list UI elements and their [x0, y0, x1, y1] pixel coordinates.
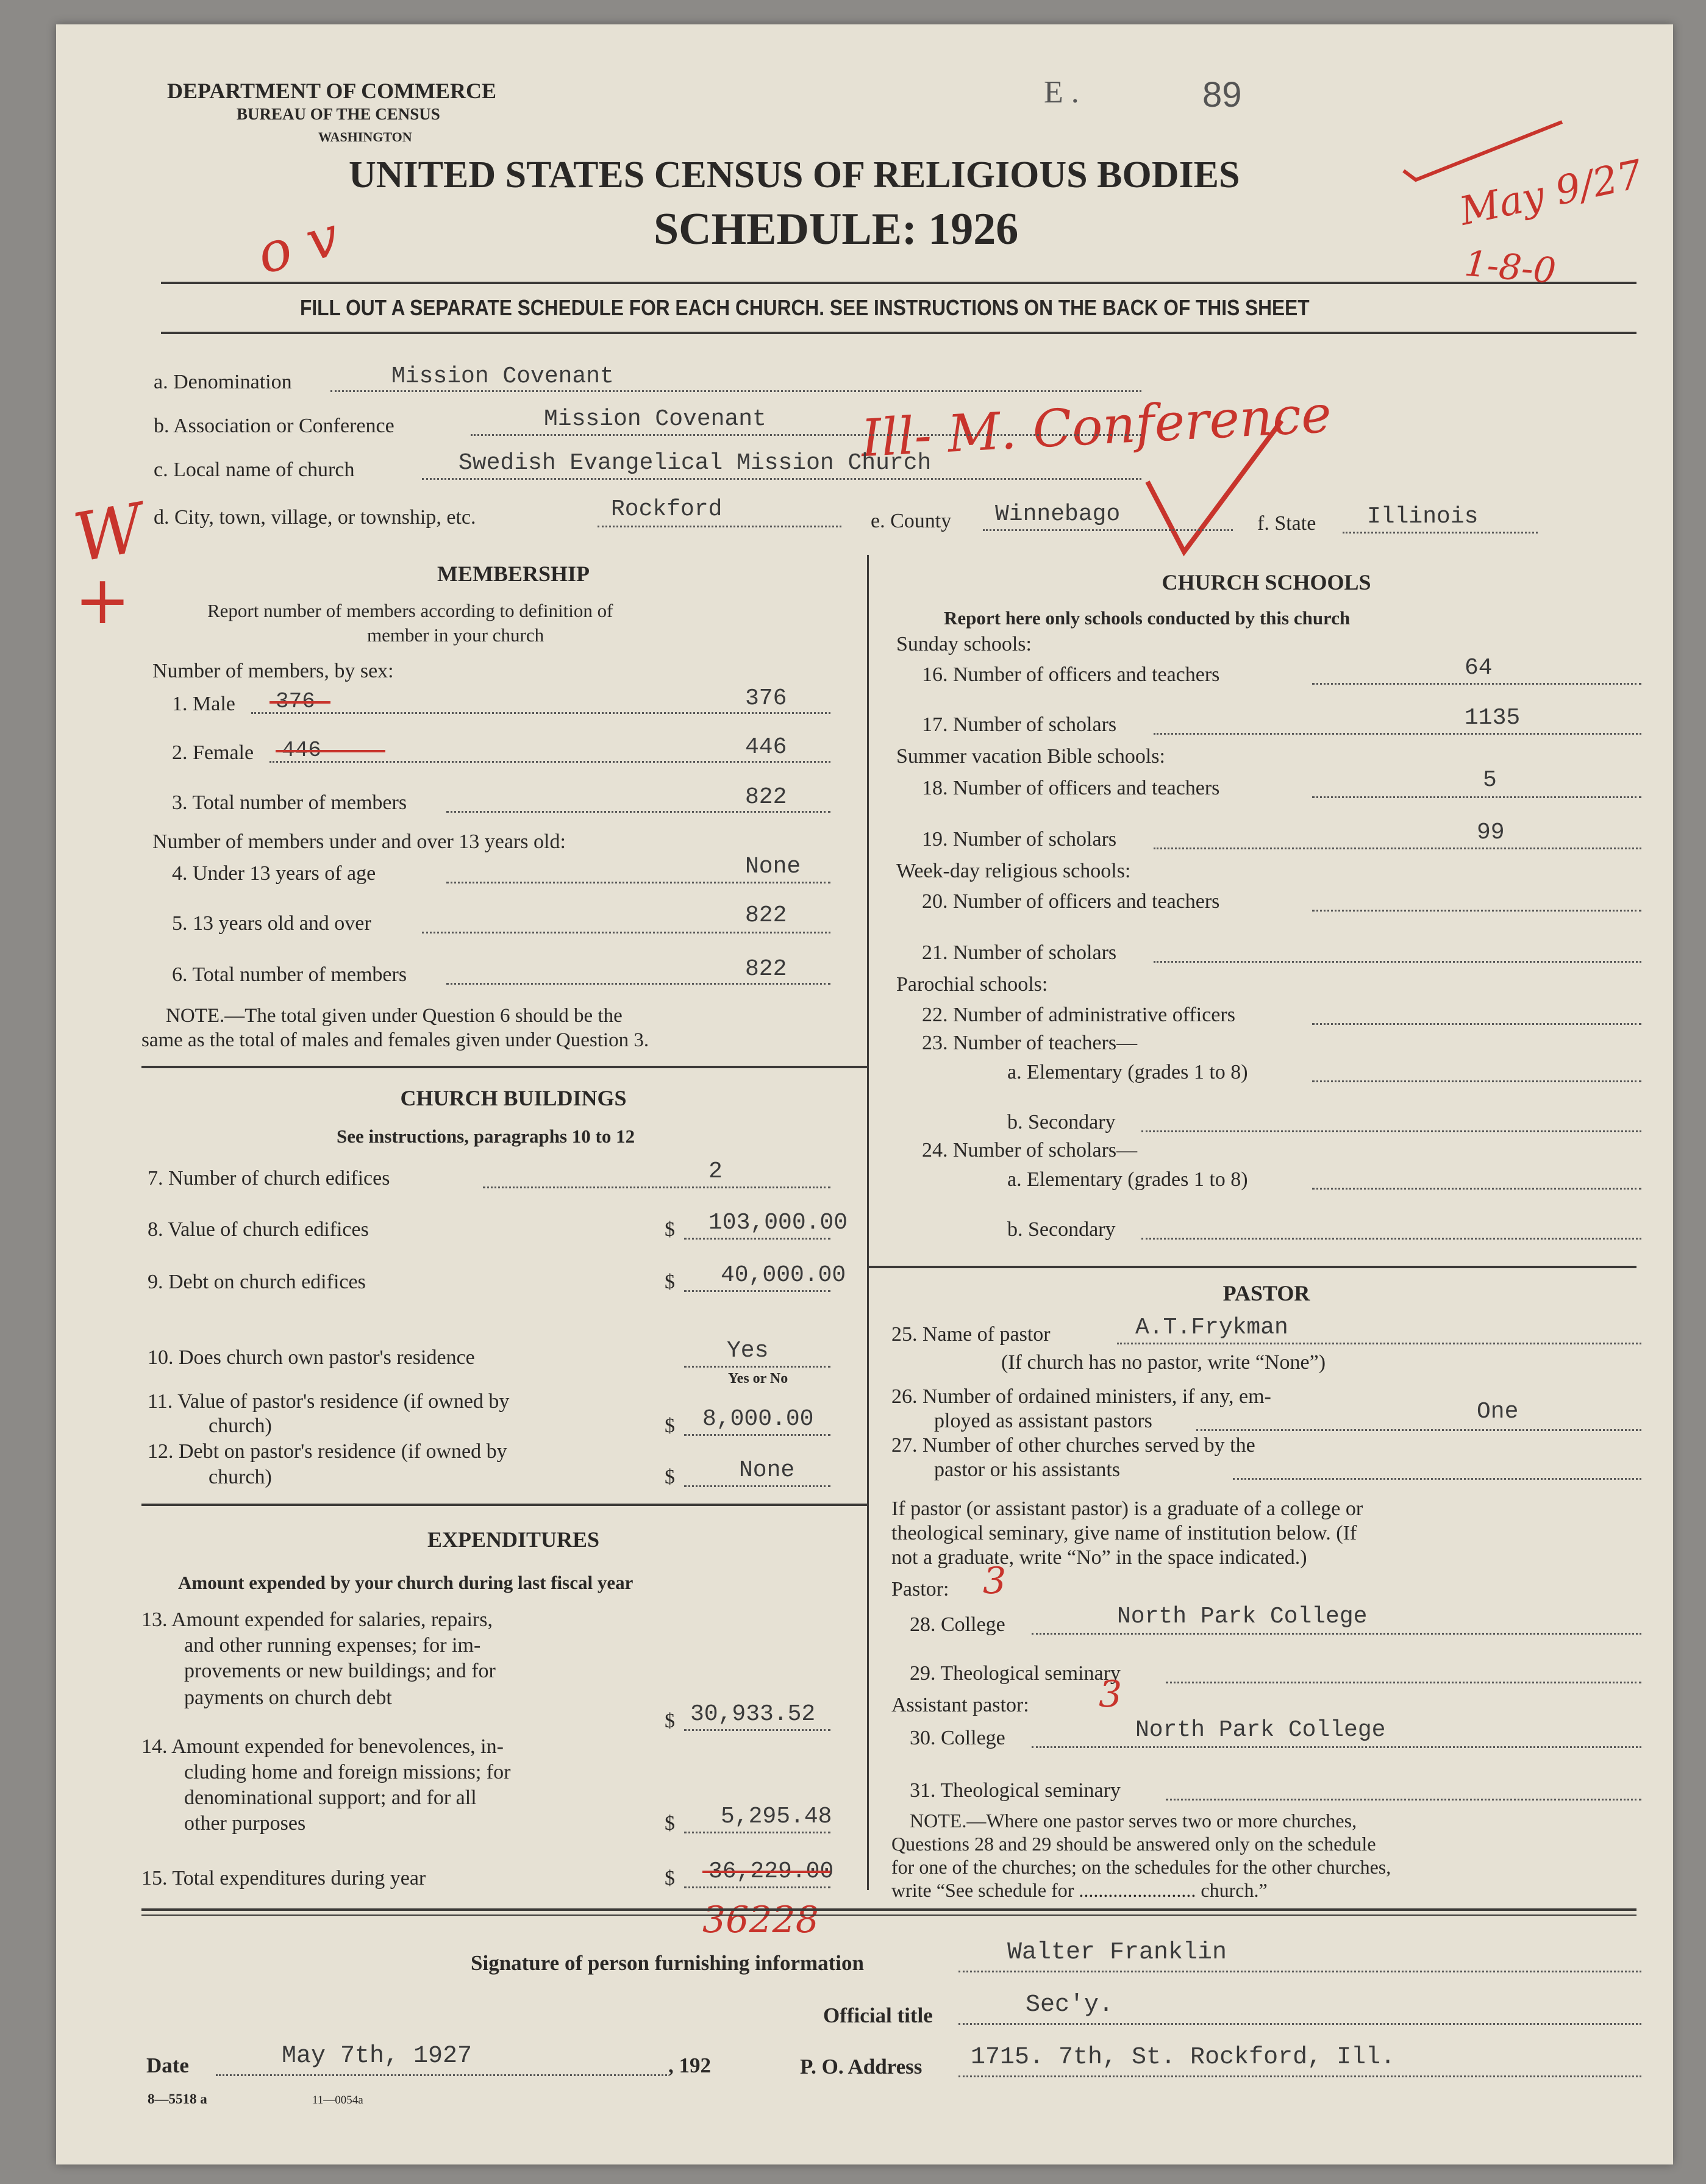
q14-value: 5,295.48	[721, 1804, 832, 1830]
schools-intro: Report here only schools conducted by this church	[944, 607, 1351, 629]
q5-label: 5. 13 years old and over	[172, 912, 371, 935]
q3-label: 3. Total number of members	[172, 791, 407, 814]
q13-dollar-sign: $	[665, 1710, 675, 1732]
census-form-sheet	[56, 24, 1673, 2164]
membership-heading: MEMBERSHIP	[437, 562, 590, 586]
date-label: Date	[146, 2054, 189, 2077]
q8-value: 103,000.00	[708, 1210, 848, 1236]
expenditures-intro: Amount expended by your church during last fiscal year	[178, 1572, 634, 1593]
q15-label: 15. Total expenditures during year	[141, 1867, 426, 1890]
buildings-heading: CHURCH BUILDINGS	[400, 1086, 627, 1110]
denomination-label: a. Denomination	[154, 371, 292, 393]
q10-hint: Yes or No	[728, 1371, 788, 1386]
q26-label-2: ployed as assistant pastors	[934, 1410, 1152, 1432]
q13-label: 13. Amount expended for salaries, repairs,	[141, 1608, 493, 1631]
q13-label-4: payments on church debt	[184, 1686, 392, 1709]
q22-label: 22. Number of administrative officers	[922, 1004, 1235, 1026]
assistant-code-note: 3	[1099, 1673, 1122, 1716]
association-label: b. Association or Conference	[154, 415, 394, 437]
parochial-schools-label: Parochial schools:	[896, 973, 1048, 996]
address-value: 1715. 7th, St. Rockford, Ill.	[971, 2044, 1396, 2071]
city-value: Rockford	[611, 496, 723, 523]
department-name: DEPARTMENT OF COMMERCE	[167, 79, 497, 103]
expenditures-heading: EXPENDITURES	[427, 1527, 600, 1552]
q18-label: 18. Number of officers and teachers	[922, 777, 1220, 799]
q13-label-2: and other running expenses; for im-	[184, 1634, 481, 1657]
q23-label: 23. Number of teachers—	[922, 1032, 1138, 1054]
association-value: Mission Covenant	[544, 406, 766, 432]
pastor-note-2: Questions 28 and 29 should be answered only on the schedule	[891, 1833, 1376, 1855]
q2-label: 2. Female	[172, 741, 254, 764]
q26-label: 26. Number of ordained ministers, if any, em-	[891, 1385, 1271, 1408]
q28-value: North Park College	[1117, 1604, 1368, 1630]
q26-value: One	[1477, 1399, 1519, 1425]
q20-label: 20. Number of officers and teachers	[922, 890, 1220, 913]
q13-value: 30,933.52	[690, 1701, 816, 1727]
q4-label: 4. Under 13 years of age	[172, 862, 376, 885]
q7-value: 2	[708, 1158, 723, 1185]
corrected-total-note: 36228	[702, 1899, 819, 1941]
buildings-intro: See instructions, paragraphs 10 to 12	[337, 1126, 635, 1147]
q12-value: None	[739, 1457, 795, 1483]
received-date-note: May 9/27	[1455, 152, 1647, 235]
graduate-note: If pastor (or assistant pastor) is a graduate of a college or	[891, 1497, 1363, 1520]
q14-dollar-sign: $	[665, 1812, 675, 1835]
mark-left: W	[68, 488, 150, 577]
city-label: d. City, town, village, or township, etc.	[154, 506, 476, 529]
q14-label: 14. Amount expended for benevolences, in-	[141, 1735, 504, 1758]
pastor-note-4: write “See schedule for ........................ church.”	[891, 1879, 1268, 1901]
year-suffix: , 192	[668, 2054, 711, 2077]
q27-label-2: pastor or his assistants	[934, 1458, 1121, 1481]
pastor-note-3: for one of the churches; on the schedules for the other churches,	[891, 1856, 1391, 1878]
q8-dollar-sign: $	[665, 1218, 675, 1241]
official-title-label: Official title	[823, 2004, 933, 2027]
q25-label: 25. Name of pastor	[891, 1323, 1051, 1346]
q10-label: 10. Does church own pastor's residence	[148, 1346, 475, 1369]
q9-value: 40,000.00	[721, 1262, 846, 1288]
q14-label-4: other purposes	[184, 1812, 306, 1835]
local-name-label: c. Local name of church	[154, 459, 355, 481]
q28-label: 28. College	[910, 1613, 1005, 1636]
county-label: e. County	[871, 510, 952, 532]
q24b-label: b. Secondary	[1007, 1218, 1116, 1241]
sunday-schools-label: Sunday schools:	[896, 633, 1032, 655]
pastor-heading: PASTOR	[1222, 1281, 1310, 1305]
bureau-city: WASHINGTON	[318, 129, 412, 145]
schedule-title: SCHEDULE: 1926	[654, 204, 1019, 254]
q4-value: None	[745, 854, 801, 880]
q15-value: 36,229.00	[708, 1858, 834, 1885]
q9-dollar-sign: $	[665, 1271, 675, 1293]
schools-heading: CHURCH SCHOOLS	[1162, 570, 1371, 594]
q14-label-2: cluding home and foreign missions; for	[184, 1761, 511, 1783]
code-note: 1-8-0	[1463, 242, 1558, 292]
q24-label: 24. Number of scholars—	[922, 1139, 1138, 1162]
state-value: Illinois	[1367, 504, 1479, 530]
membership-intro-2: member in your church	[367, 624, 544, 646]
pastor-note: NOTE.—Where one pastor serves two or more churches,	[910, 1810, 1357, 1832]
q6-label: 6. Total number of members	[172, 963, 407, 986]
q25-value: A.T.Frykman	[1135, 1315, 1288, 1341]
age-intro: Number of members under and over 13 years old:	[152, 830, 566, 853]
assistant-pastor-label: Assistant pastor:	[891, 1694, 1029, 1716]
q16-value: 64	[1465, 655, 1493, 681]
pastor-code-note: 3	[983, 1560, 1007, 1602]
q1-label: 1. Male	[172, 693, 235, 715]
q30-value: North Park College	[1135, 1717, 1386, 1743]
local-name-value: Swedish Evangelical Mission Church	[459, 450, 932, 476]
signature-label: Signature of person furnishing information	[471, 1951, 864, 1975]
q31-label: 31. Theological seminary	[910, 1779, 1121, 1802]
form-number: 8—5518 a	[148, 2091, 207, 2107]
state-label: f. State	[1257, 512, 1316, 535]
print-number: 11—0054a	[312, 2094, 363, 2107]
form-title: UNITED STATES CENSUS OF RELIGIOUS BODIES	[349, 154, 1240, 196]
q29-label: 29. Theological seminary	[910, 1662, 1121, 1685]
graduate-note-2: theological seminary, give name of institution below. (If	[891, 1522, 1357, 1544]
q18-value: 5	[1483, 767, 1497, 793]
mark-top-left: o v	[250, 204, 346, 287]
address-label: P. O. Address	[800, 2055, 923, 2079]
q1-struck-value: 376	[276, 689, 315, 714]
q23a-label: a. Elementary (grades 1 to 8)	[1007, 1061, 1248, 1083]
q9-label: 9. Debt on church edifices	[148, 1271, 366, 1293]
q6-value: 822	[745, 956, 787, 982]
mark-plus: +	[74, 561, 131, 639]
q10-value: Yes	[727, 1338, 769, 1364]
check-mark-icon	[1141, 415, 1288, 561]
weekday-schools-label: Week-day religious schools:	[896, 860, 1131, 882]
county-value: Winnebago	[995, 501, 1121, 527]
q19-value: 99	[1477, 819, 1505, 846]
pastor-label: Pastor:	[891, 1578, 949, 1601]
q25-hint: (If church has no pastor, write “None”)	[1001, 1351, 1326, 1374]
q11-label-2: church)	[209, 1415, 272, 1437]
q23b-label: b. Secondary	[1007, 1111, 1116, 1133]
stamp-prefix: E .	[1044, 75, 1079, 110]
conference-note: Ill- M. Conference	[859, 384, 1333, 469]
q5-value: 822	[745, 902, 787, 929]
q13-label-3: provements or new buildings; and for	[184, 1660, 496, 1682]
official-title-value: Sec'y.	[1026, 1991, 1114, 2019]
q16-label: 16. Number of officers and teachers	[922, 663, 1220, 686]
q11-label: 11. Value of pastor's residence (if owned by	[148, 1390, 510, 1413]
q17-label: 17. Number of scholars	[922, 713, 1117, 736]
q21-label: 21. Number of scholars	[922, 941, 1117, 964]
q11-dollar-sign: $	[665, 1415, 675, 1437]
membership-intro: Report number of members according to definition of	[207, 600, 613, 621]
q15-dollar-sign: $	[665, 1867, 675, 1890]
date-value: May 7th, 1927	[282, 2043, 473, 2070]
signature-value: Walter Franklin	[1007, 1939, 1227, 1966]
graduate-note-3: not a graduate, write “No” in the space indicated.)	[891, 1546, 1307, 1569]
q14-label-3: denominational support; and for all	[184, 1786, 477, 1809]
summer-schools-label: Summer vacation Bible schools:	[896, 745, 1165, 768]
form-instruction: FILL OUT A SEPARATE SCHEDULE FOR EACH CHURCH. SEE INSTRUCTIONS ON THE BACK OF THIS SHEET	[300, 295, 1310, 320]
q3-value: 822	[745, 784, 787, 810]
membership-note-2: same as the total of males and females given under Question 3.	[141, 1029, 649, 1051]
q2-value: 446	[745, 734, 787, 760]
q19-label: 19. Number of scholars	[922, 828, 1117, 851]
q12-dollar-sign: $	[665, 1466, 675, 1488]
q11-value: 8,000.00	[702, 1406, 814, 1432]
q1-value: 376	[745, 685, 787, 712]
q8-label: 8. Value of church edifices	[148, 1218, 369, 1241]
q30-label: 30. College	[910, 1727, 1005, 1749]
q27-label: 27. Number of other churches served by the	[891, 1434, 1255, 1457]
bureau-name: BUREAU OF THE CENSUS	[237, 105, 440, 123]
stamp-number: 89	[1202, 75, 1242, 115]
membership-note: NOTE.—The total given under Question 6 should be the	[166, 1005, 623, 1027]
q17-value: 1135	[1465, 705, 1521, 731]
denomination-value: Mission Covenant	[391, 363, 614, 390]
q7-label: 7. Number of church edifices	[148, 1167, 390, 1190]
members-by-sex: Number of members, by sex:	[152, 660, 394, 682]
check-mark-icon	[1397, 116, 1568, 183]
q24a-label: a. Elementary (grades 1 to 8)	[1007, 1168, 1248, 1191]
q2-struck-value: 446	[282, 738, 321, 763]
q12-label-2: church)	[209, 1466, 272, 1488]
q12-label: 12. Debt on pastor's residence (if owned by	[148, 1440, 507, 1463]
